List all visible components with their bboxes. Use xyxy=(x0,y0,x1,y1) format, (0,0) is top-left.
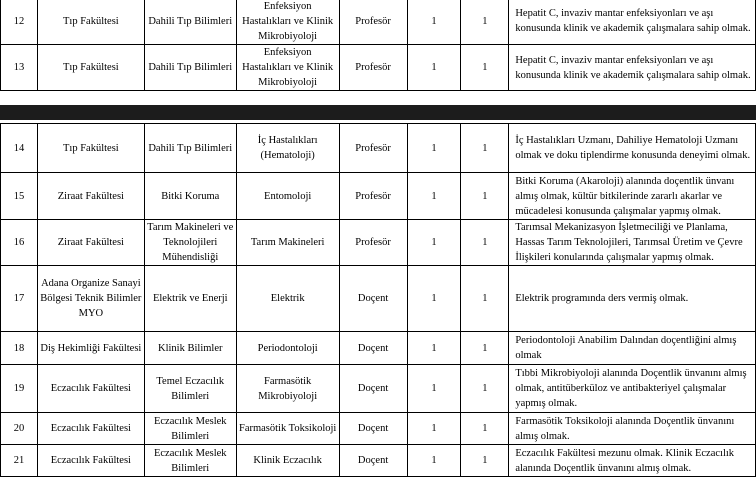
department-cell: Eczacılık Meslek Bilimleri xyxy=(144,445,236,477)
total-cell: 1 xyxy=(461,45,509,91)
department-cell: Temel Eczacılık Bilimleri xyxy=(144,365,236,413)
total-cell: 1 xyxy=(461,413,509,445)
department-cell: Dahili Tıp Bilimleri xyxy=(144,0,236,45)
table-row xyxy=(1,220,756,266)
table-row xyxy=(1,173,756,220)
department-cell: Dahili Tıp Bilimleri xyxy=(144,45,236,91)
title-cell: Doçent xyxy=(339,413,407,445)
title-cell: Doçent xyxy=(339,445,407,477)
discipline-cell: Enfeksiyon Hastalıkları ve Klinik Mikrobiyoloji xyxy=(236,0,339,45)
row-number: 16 xyxy=(1,220,38,266)
department-cell: Klinik Bilimler xyxy=(144,332,236,365)
requirement-cell: Tarımsal Mekanizasyon İşletmeciliği ve Planlama, Hassas Tarım Teknolojileri, Tarımsal Üretim ve Çevre İlişkileri konularında çalışmalar yapmış olmak. xyxy=(509,220,756,266)
title-cell: Profesör xyxy=(339,220,407,266)
count-cell: 1 xyxy=(407,173,461,220)
department-cell: Elektrik ve Enerji xyxy=(144,266,236,332)
discipline-cell: Tarım Makineleri xyxy=(236,220,339,266)
row-number: 12 xyxy=(1,0,38,45)
row-number: 19 xyxy=(1,365,38,413)
table-row xyxy=(1,332,756,365)
department-cell: Dahili Tıp Bilimleri xyxy=(144,124,236,173)
row-number: 18 xyxy=(1,332,38,365)
table-row xyxy=(1,124,756,173)
table-row xyxy=(1,266,756,332)
discipline-cell: İç Hastalıkları (Hematoloji) xyxy=(236,124,339,173)
requirement-cell: Eczacılık Fakültesi mezunu olmak. Klinik Eczacılık alanında Doçentlik ünvanını almış olmak. xyxy=(509,445,756,477)
count-cell: 1 xyxy=(407,332,461,365)
row-number: 20 xyxy=(1,413,38,445)
title-cell: Doçent xyxy=(339,266,407,332)
requirement-cell: Elektrik programında ders vermiş olmak. xyxy=(509,266,756,332)
faculty-cell: Eczacılık Fakültesi xyxy=(37,413,144,445)
discipline-cell: Farmasötik Mikrobiyoloji xyxy=(236,365,339,413)
total-cell: 1 xyxy=(461,266,509,332)
faculty-cell: Eczacılık Fakültesi xyxy=(37,445,144,477)
count-cell: 1 xyxy=(407,413,461,445)
department-cell: Eczacılık Meslek Bilimleri xyxy=(144,413,236,445)
count-cell: 1 xyxy=(407,445,461,477)
count-cell: 1 xyxy=(407,220,461,266)
row-number: 14 xyxy=(1,124,38,173)
row-number: 21 xyxy=(1,445,38,477)
requirement-cell: Hepatit C, invaziv mantar enfeksiyonları ve aşı konusunda klinik ve akademik çalışmalara sahip olmak. xyxy=(509,0,756,45)
requirement-cell: İç Hastalıkları Uzmanı, Dahiliye Hematoloji Uzmanı olmak ve doku tiplendirme konusunda deneyimi olmak. xyxy=(509,124,756,173)
requirement-cell: Periodontoloji Anabilim Dalından doçentliğini almış olmak xyxy=(509,332,756,365)
total-cell: 1 xyxy=(461,332,509,365)
total-cell: 1 xyxy=(461,365,509,413)
discipline-cell: Periodontoloji xyxy=(236,332,339,365)
total-cell: 1 xyxy=(461,0,509,45)
table-row xyxy=(1,413,756,445)
discipline-cell: Entomoloji xyxy=(236,173,339,220)
title-cell: Profesör xyxy=(339,0,407,45)
positions-table-page2 xyxy=(0,123,756,477)
row-number: 13 xyxy=(1,45,38,91)
faculty-cell: Adana Organize Sanayi Bölgesi Teknik Bilimler MYO xyxy=(37,266,144,332)
requirement-cell: Hepatit C, invaziv mantar enfeksiyonları ve aşı konusunda klinik ve akademik çalışmalara sahip olmak. xyxy=(509,45,756,91)
faculty-cell: Ziraat Fakültesi xyxy=(37,220,144,266)
discipline-cell: Elektrik xyxy=(236,266,339,332)
row-number: 17 xyxy=(1,266,38,332)
title-cell: Profesör xyxy=(339,45,407,91)
count-cell: 1 xyxy=(407,0,461,45)
title-cell: Doçent xyxy=(339,332,407,365)
table-row xyxy=(1,445,756,477)
discipline-cell: Farmasötik Toksikoloji xyxy=(236,413,339,445)
department-cell: Bitki Koruma xyxy=(144,173,236,220)
total-cell: 1 xyxy=(461,124,509,173)
title-cell: Profesör xyxy=(339,124,407,173)
faculty-cell: Diş Hekimliği Fakültesi xyxy=(37,332,144,365)
title-cell: Profesör xyxy=(339,173,407,220)
faculty-cell: Eczacılık Fakültesi xyxy=(37,365,144,413)
discipline-cell: Enfeksiyon Hastalıkları ve Klinik Mikrobiyoloji xyxy=(236,45,339,91)
faculty-cell: Ziraat Fakültesi xyxy=(37,173,144,220)
requirement-cell: Tıbbi Mikrobiyoloji alanında Doçentlik ünvanını almış olmak, antitüberküloz ve antibakteriyel çalışmalar yapmış olmak. xyxy=(509,365,756,413)
faculty-cell: Tıp Fakültesi xyxy=(37,124,144,173)
faculty-cell: Tıp Fakültesi xyxy=(37,0,144,45)
requirement-cell: Farmasötik Toksikoloji alanında Doçentlik ünvanını almış olmak. xyxy=(509,413,756,445)
row-number: 15 xyxy=(1,173,38,220)
table-row xyxy=(1,0,756,45)
page-break-bar xyxy=(0,105,756,120)
discipline-cell: Klinik Eczacılık xyxy=(236,445,339,477)
total-cell: 1 xyxy=(461,445,509,477)
count-cell: 1 xyxy=(407,266,461,332)
department-cell: Tarım Makineleri ve Teknolojileri Mühendisliği xyxy=(144,220,236,266)
total-cell: 1 xyxy=(461,220,509,266)
positions-table-page1 xyxy=(0,0,756,91)
count-cell: 1 xyxy=(407,45,461,91)
table-row xyxy=(1,45,756,91)
faculty-cell: Tıp Fakültesi xyxy=(37,45,144,91)
count-cell: 1 xyxy=(407,365,461,413)
requirement-cell: Bitki Koruma (Akaroloji) alanında doçentlik ünvanı almış olmak, kültür bitkilerinde zararlı akarlar ve mücadelesi konusunda çalışmalar yapmış olmak. xyxy=(509,173,756,220)
table-row xyxy=(1,365,756,413)
title-cell: Doçent xyxy=(339,365,407,413)
count-cell: 1 xyxy=(407,124,461,173)
total-cell: 1 xyxy=(461,173,509,220)
